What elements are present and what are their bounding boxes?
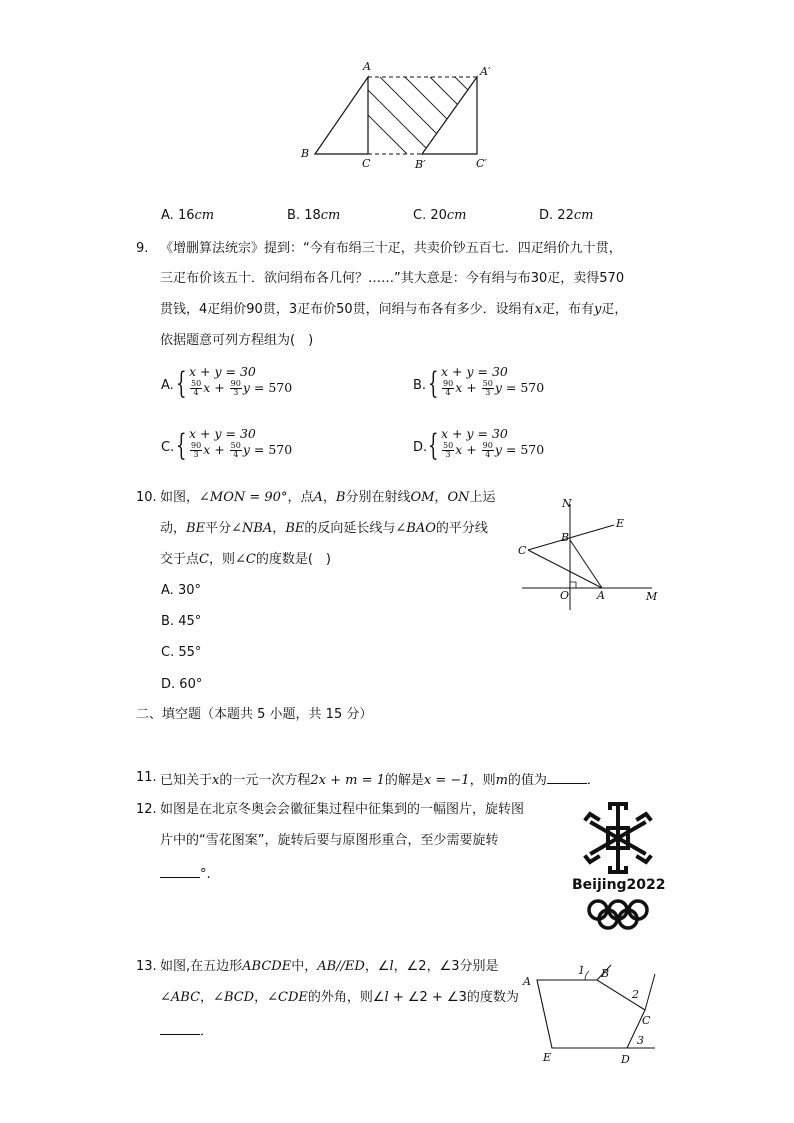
q8-option-d[interactable]: D. 22cm bbox=[539, 208, 594, 223]
label-C: C bbox=[362, 157, 371, 170]
q10-option-d[interactable]: D. 60° bbox=[161, 677, 203, 692]
q10-line1: 如图，∠MON = 90°，点A，B分别在射线OM，ON上运 bbox=[160, 490, 496, 505]
q12-answer-blank[interactable] bbox=[160, 863, 200, 878]
q10-line2: 动，BE平分∠NBA，BE的反向延长线与∠BAO的平分线 bbox=[160, 521, 488, 536]
q8-option-c[interactable]: C. 20cm bbox=[413, 208, 467, 223]
q9-option-d[interactable]: D. { x + y = 30 $\frac{50}{3}$ x + $\frac{90}{4}$ y = 570 bbox=[413, 426, 545, 463]
label-E: E bbox=[616, 517, 625, 530]
q8-option-a[interactable]: A. 16cm bbox=[161, 208, 215, 223]
label-B: B bbox=[601, 967, 610, 980]
label-angle-2: 2 bbox=[632, 988, 639, 1001]
section-title-fill-blank: 二、填空题（本题共 5 小题，共 15 分） bbox=[136, 707, 373, 722]
label-D: D bbox=[621, 1053, 630, 1066]
label-N: N bbox=[562, 497, 572, 510]
logo-text: Beijing2022 bbox=[572, 877, 666, 893]
label-E: E bbox=[543, 1051, 552, 1064]
olympic-rings-icon bbox=[568, 896, 668, 932]
q10-line3: 交于点C，则∠C的度数是( ) bbox=[160, 552, 331, 567]
q13-number: 13. bbox=[136, 959, 157, 974]
q12-line3: °. bbox=[160, 863, 211, 884]
label-C: C bbox=[642, 1014, 651, 1027]
q9-number: 9. bbox=[136, 241, 149, 256]
q12-number: 12. bbox=[136, 802, 157, 817]
snowflake-icon bbox=[568, 800, 668, 875]
q13-pentagon-figure bbox=[515, 960, 665, 1070]
q13-line2: ∠ABC，∠BCD，∠CDE的外角，则∠l + ∠2 + ∠3的度数为 bbox=[160, 990, 519, 1005]
label-M: M bbox=[646, 590, 658, 603]
label-A: A bbox=[597, 589, 605, 602]
label-A: A bbox=[363, 60, 371, 73]
beijing-2022-logo bbox=[568, 800, 668, 930]
q10-angle-figure bbox=[512, 492, 662, 612]
label-A: A bbox=[523, 975, 531, 988]
label-C: C bbox=[518, 544, 527, 557]
q10-number: 10. bbox=[136, 490, 157, 505]
q9-option-c[interactable]: C. { x + y = 30 $\frac{90}{3}$ x + $\frac{50}{4}$ y = 570 bbox=[161, 426, 293, 463]
label-B: B bbox=[561, 531, 570, 544]
q12-line1: 如图是在北京冬奥会会徽征集过程中征集到的一幅图片，旋转图 bbox=[160, 802, 525, 817]
q9-option-a[interactable]: A. { x + y = 30 $\frac{50}{4}$ x + $\frac{90}{3}$ y = 570 bbox=[161, 364, 293, 401]
q8-option-b[interactable]: B. 18cm bbox=[287, 208, 341, 223]
q10-option-c[interactable]: C. 55° bbox=[161, 645, 202, 660]
label-C-prime: C′ bbox=[476, 157, 487, 170]
q13-answer-blank[interactable] bbox=[160, 1020, 200, 1035]
q11-text: 已知关于x的一元一次方程2x + m = 1的解是x = −1，则m的值为 ． bbox=[160, 769, 600, 790]
q10-option-b[interactable]: B. 45° bbox=[161, 614, 202, 629]
q13-line3: ． bbox=[160, 1020, 213, 1041]
label-B-prime: B′ bbox=[415, 158, 426, 171]
q9-line4: 依据题意可列方程组为( ) bbox=[160, 333, 314, 348]
label-angle-3: 3 bbox=[637, 1034, 644, 1047]
q9-line1: 《增删算法统宗》提到：“今有布绢三十疋，共卖价钞五百七．四疋绢价九十贯， bbox=[160, 241, 622, 256]
q13-line1: 如图,在五边形ABCDE中，AB//ED，∠l，∠2，∠3分别是 bbox=[160, 959, 499, 974]
label-B: B bbox=[301, 147, 310, 160]
q11-answer-blank[interactable] bbox=[547, 769, 587, 784]
label-O: O bbox=[560, 589, 570, 602]
q9-line2: 三疋布价该五十．欲问绢布各几何？……”其大意是：今有绢与布30疋，卖得570 bbox=[160, 271, 625, 286]
q8-translation-figure bbox=[295, 55, 505, 175]
q11-number: 11. bbox=[136, 770, 157, 785]
q12-line2: 片中的“雪花图案”，旋转后要与原图形重合，至少需要旋转 bbox=[160, 833, 499, 848]
q9-option-b[interactable]: B. { x + y = 30 $\frac{90}{4}$ x + $\frac{50}{3}$ y = 570 bbox=[413, 364, 545, 401]
label-angle-1: 1 bbox=[578, 964, 585, 977]
q9-line3: 贯钱，4疋绢价90贯，3疋布价50贯，问绢与布各有多少．设绢有x疋，布有y疋， bbox=[160, 302, 628, 317]
label-A-prime: A′ bbox=[480, 65, 491, 78]
q10-option-a[interactable]: A. 30° bbox=[161, 583, 201, 598]
